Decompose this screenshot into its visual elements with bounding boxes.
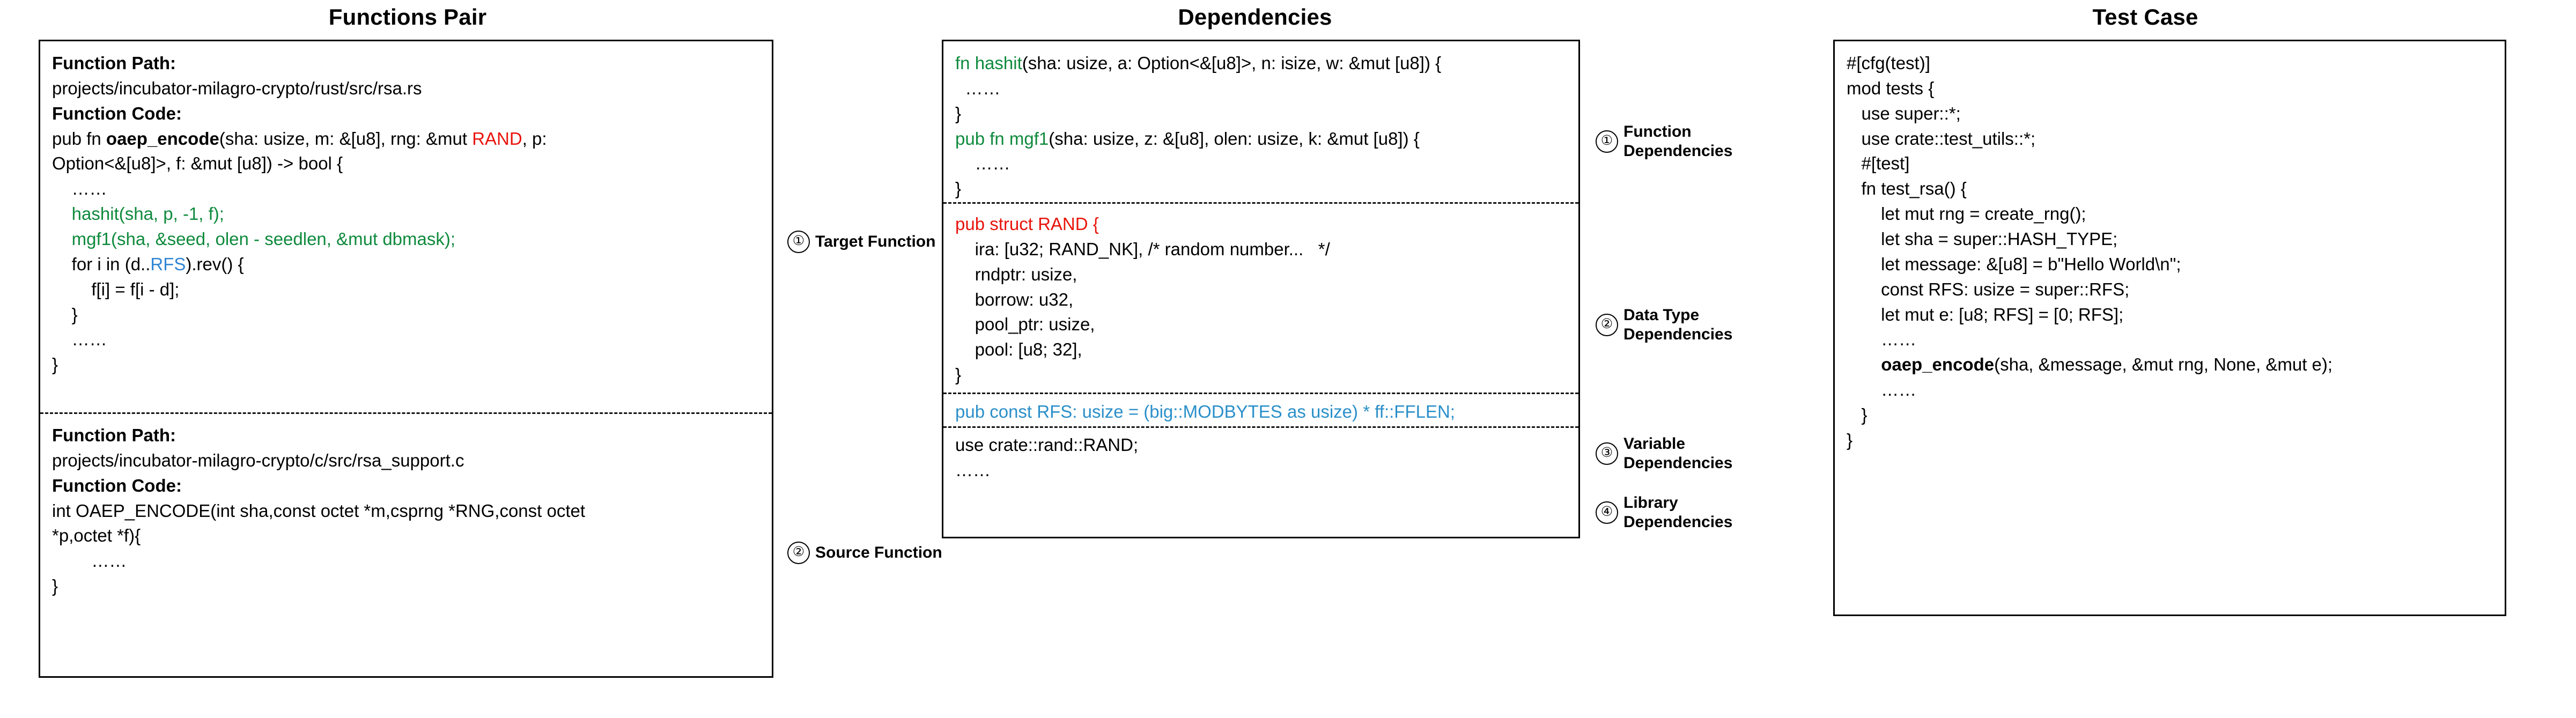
marker-number: ③ xyxy=(1596,442,1618,465)
dependencies-divider-1 xyxy=(943,202,1578,204)
test-line: } xyxy=(1847,430,1853,450)
hashit-params: (sha: usize, a: Option<&[u8]>, n: isize, w: &mut [u8]) { xyxy=(1022,53,1442,73)
marker-number: ① xyxy=(787,231,810,253)
test-call-line xyxy=(1847,352,2497,377)
target-function-line-ellipsis2: …… xyxy=(52,329,107,350)
sig-prefix: pub fn xyxy=(52,128,106,149)
marker-function-dependencies xyxy=(1596,122,1732,161)
source-function-code-label: Function Code: xyxy=(52,475,182,495)
dep-rfs-const: pub const RFS: usize = (big::MODBYTES as usize) * ff::FFLEN; xyxy=(955,402,1455,421)
test-line: fn test_rsa() { xyxy=(1847,179,1967,199)
marker-number: ② xyxy=(787,542,810,564)
marker-target-function xyxy=(787,231,935,253)
dependencies-divider-2 xyxy=(943,393,1578,394)
test-line: …… xyxy=(1847,380,1917,400)
target-function-call-mgf1: mgf1(sha, &seed, olen - seedlen, &mut dbmask); xyxy=(52,229,456,249)
sig-suffix: , p: xyxy=(522,128,547,149)
dep-rand-field-pool-ptr: pool_ptr: usize, xyxy=(955,314,1095,335)
test-line: #[cfg(test)] xyxy=(1847,53,1930,73)
data-type-dependencies-block xyxy=(955,212,1571,388)
marker-label: Data Type Dependencies xyxy=(1623,306,1733,343)
variable-dependencies-block xyxy=(955,399,1571,425)
test-line: mod tests { xyxy=(1847,78,1935,98)
marker-number: ① xyxy=(1596,130,1618,153)
test-call-indent xyxy=(1847,354,1881,374)
functions-pair-divider xyxy=(40,412,772,414)
marker-label: Function Dependencies xyxy=(1623,123,1733,160)
target-function-close-brace-inner: } xyxy=(52,304,78,324)
source-function-close-brace: } xyxy=(52,576,58,596)
target-function-call-hashit: hashit(sha, p, -1, f); xyxy=(52,204,224,224)
panel-test-case xyxy=(1833,40,2506,616)
target-function-block xyxy=(52,51,764,377)
test-line: let sha = super::HASH_TYPE; xyxy=(1847,229,2118,249)
test-case-code xyxy=(1847,51,2497,453)
target-function-for-loop xyxy=(52,252,764,277)
mgf1-params: (sha: usize, z: &[u8], olen: usize, k: &mut [u8]) { xyxy=(1049,128,1420,149)
marker-label: Target Function xyxy=(815,233,936,250)
test-line: use super::*; xyxy=(1847,103,1961,123)
marker-source-function xyxy=(787,542,942,564)
target-function-code-label: Function Code: xyxy=(52,103,182,123)
dep-rand-field-borrow: borrow: u32, xyxy=(955,289,1074,309)
panel-functions-pair xyxy=(39,40,773,678)
rand-type-ref: RAND xyxy=(472,128,522,149)
test-line: const RFS: usize = super::RFS; xyxy=(1847,279,2130,299)
dep-mgf1-ellipsis: …… xyxy=(955,153,1010,174)
marker-label: Variable Dependencies xyxy=(1623,435,1733,472)
target-function-body-line: f[i] = f[i - d]; xyxy=(52,279,180,299)
source-function-path-label: Function Path: xyxy=(52,425,176,445)
dep-mgf1-close: } xyxy=(955,179,962,199)
test-line: } xyxy=(1847,405,1868,425)
test-line: let mut e: [u8; RFS] = [0; RFS]; xyxy=(1847,304,2124,324)
dep-hashit-ellipsis: …… xyxy=(955,78,1001,98)
test-line: let message: &[u8] = b"Hello World\n"; xyxy=(1847,254,2181,274)
source-function-body-ellipsis: …… xyxy=(52,551,127,571)
source-function-signature-line1: int OAEP_ENCODE(int sha,const octet *m,csprng *RNG,const octet xyxy=(52,500,586,521)
for-suffix: ).rev() { xyxy=(186,254,244,274)
marker-number: ② xyxy=(1596,314,1618,336)
source-function-path-value: projects/incubator-milagro-crypto/c/src/rsa_support.c xyxy=(52,450,464,470)
test-call-function-name: oaep_encode xyxy=(1881,354,1995,375)
dep-rand-field-pool: pool: [u8; 32], xyxy=(955,339,1082,360)
for-prefix: for i in (d.. xyxy=(52,254,151,274)
dep-mgf1-signature xyxy=(955,127,1571,152)
dependencies-divider-3 xyxy=(943,426,1578,428)
hashit-name: fn hashit xyxy=(955,53,1022,73)
target-function-signature-line2: Option<&[u8]>, f: &mut [u8]) -> bool { xyxy=(52,153,343,174)
column-title-test-case: Test Case xyxy=(2092,4,2198,29)
dep-rand-struct-close: } xyxy=(955,365,962,385)
test-line: use crate::test_utils::*; xyxy=(1847,128,2036,149)
source-function-signature-line2: *p,octet *f){ xyxy=(52,525,141,546)
dep-rand-field-ira: ira: [u32; RAND_NK], /* random number... */ xyxy=(955,239,1330,259)
function-dependencies-block xyxy=(955,51,1571,202)
marker-variable-dependencies xyxy=(1596,434,1732,473)
marker-data-type-dependencies xyxy=(1596,306,1732,344)
test-line: #[test] xyxy=(1847,153,1910,174)
target-function-path-value: projects/incubator-milagro-crypto/rust/src/rsa.rs xyxy=(52,78,422,98)
mgf1-name: pub fn mgf1 xyxy=(955,128,1049,149)
dep-rand-struct-open: pub struct RAND { xyxy=(955,214,1099,234)
dep-hashit-close: } xyxy=(955,103,962,123)
panel-dependencies xyxy=(942,40,1580,538)
dep-use-ellipsis: …… xyxy=(955,460,991,480)
target-function-close-brace: } xyxy=(52,354,58,375)
dep-hashit-signature xyxy=(955,51,1571,76)
test-call-args: (sha, &message, &mut rng, None, &mut e); xyxy=(1994,354,2333,375)
column-title-functions-pair: Functions Pair xyxy=(328,4,487,29)
target-function-path-label: Function Path: xyxy=(52,53,176,73)
dep-rand-field-rndptr: rndptr: usize, xyxy=(955,264,1077,284)
marker-library-dependencies xyxy=(1596,493,1732,532)
column-title-dependencies: Dependencies xyxy=(1178,4,1332,29)
rfs-const-ref: RFS xyxy=(150,254,186,274)
test-line: let mut rng = create_rng(); xyxy=(1847,204,2086,224)
target-function-name: oaep_encode xyxy=(106,128,219,149)
target-function-signature-line1 xyxy=(52,127,764,152)
test-line: …… xyxy=(1847,329,1917,350)
source-function-block xyxy=(52,423,764,599)
library-dependencies-block xyxy=(955,433,1571,483)
marker-label: Source Function xyxy=(815,544,942,561)
marker-number: ④ xyxy=(1596,501,1618,524)
dep-use-rand: use crate::rand::RAND; xyxy=(955,435,1139,455)
sig-mid: (sha: usize, m: &[u8], rng: &mut xyxy=(219,128,473,149)
marker-label: Library Dependencies xyxy=(1623,494,1733,531)
target-function-line-ellipsis1: …… xyxy=(52,179,107,199)
